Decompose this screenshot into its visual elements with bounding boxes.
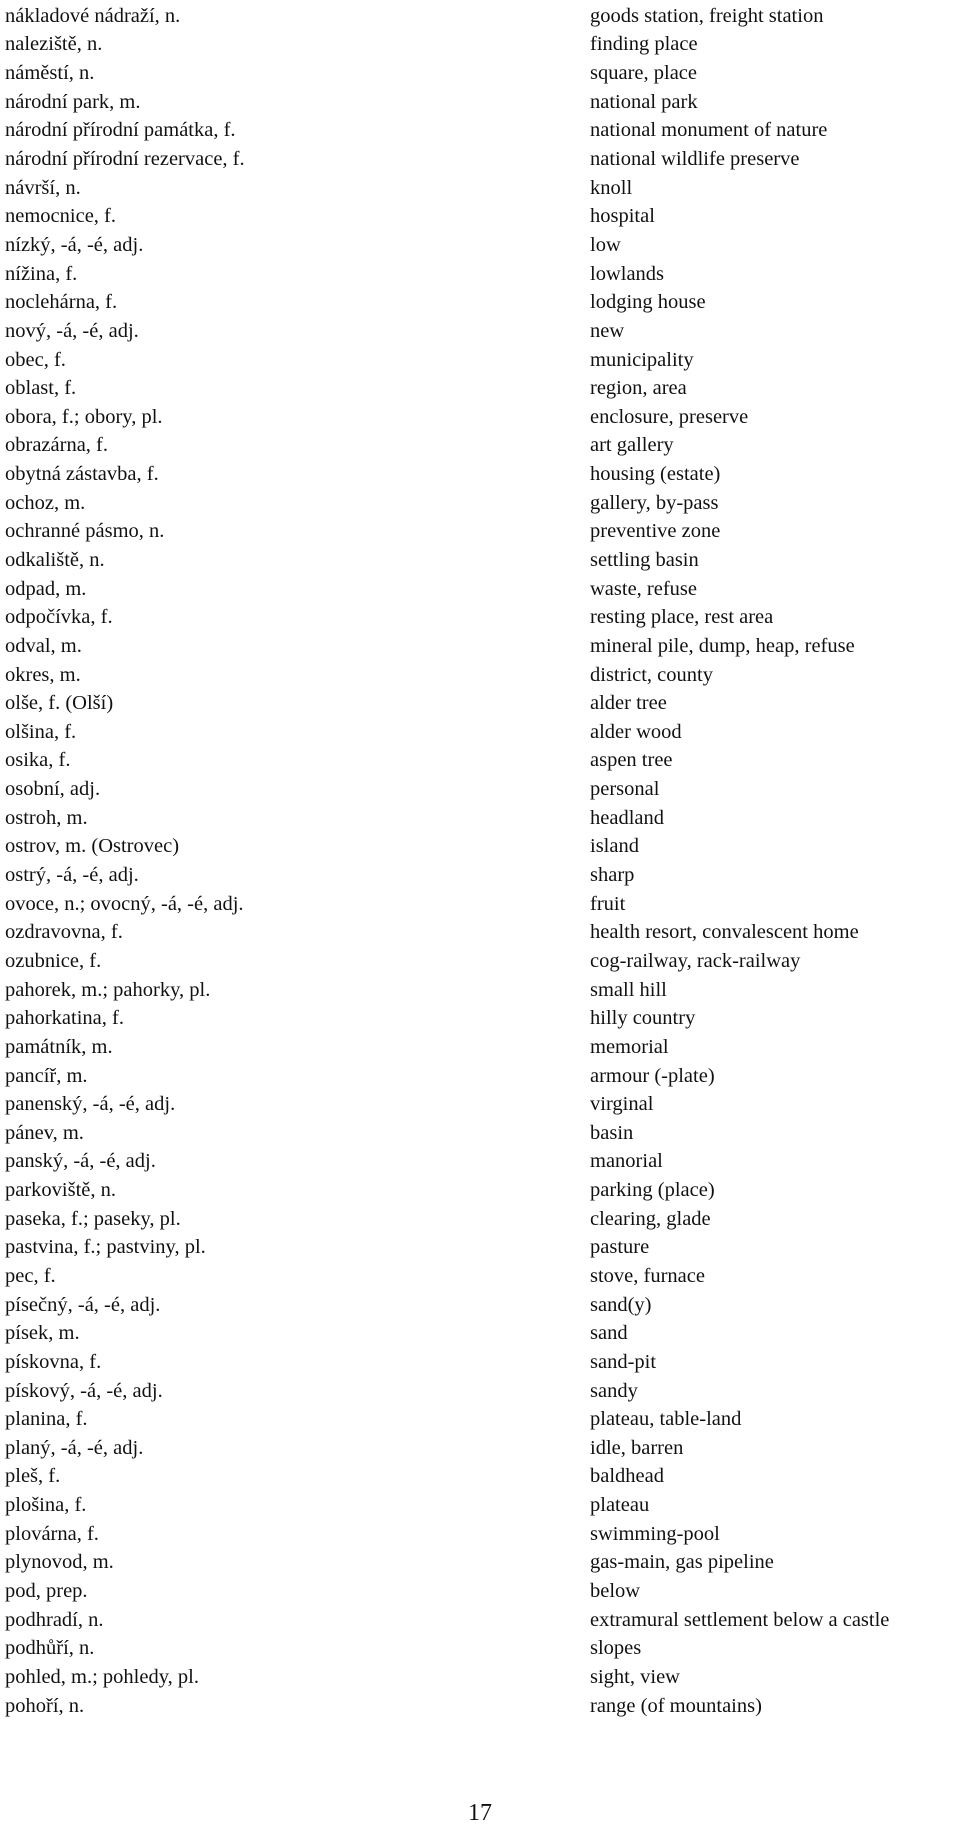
english-translation: art gallery — [590, 434, 674, 457]
glossary-entry — [0, 718, 960, 747]
english-translation: plateau — [590, 1494, 650, 1517]
english-translation: preventive zone — [590, 520, 721, 543]
glossary-entry — [0, 1491, 960, 1520]
czech-term: ozdravovna, f. — [5, 921, 123, 944]
english-translation: goods station, freight station — [590, 4, 824, 27]
english-translation: municipality — [590, 348, 694, 371]
glossary-entry — [0, 833, 960, 862]
english-translation: region, area — [590, 377, 687, 400]
english-translation: aspen tree — [590, 749, 673, 772]
english-translation: knoll — [590, 176, 633, 199]
glossary-entry — [0, 1205, 960, 1234]
glossary-entry — [0, 689, 960, 718]
czech-term: památník, m. — [5, 1035, 113, 1058]
english-translation: sand(y) — [590, 1293, 652, 1316]
glossary-entry — [0, 174, 960, 203]
czech-term: národní přírodní rezervace, f. — [5, 148, 245, 171]
glossary-entry — [0, 1033, 960, 1062]
english-translation: new — [590, 319, 625, 342]
czech-term: parkoviště, n. — [5, 1179, 117, 1202]
english-translation: headland — [590, 806, 664, 829]
czech-term: národní park, m. — [5, 90, 141, 113]
english-translation: stove, furnace — [590, 1265, 705, 1287]
english-translation: idle, barren — [590, 1436, 684, 1459]
english-translation: resting place, rest area — [590, 606, 774, 629]
czech-term: pastvina, f.; pastviny, pl. — [5, 1236, 206, 1259]
glossary-entry — [0, 288, 960, 317]
czech-term: ostrov, m. (Ostrovec) — [5, 835, 180, 858]
english-translation: swimming-pool — [590, 1522, 720, 1545]
glossary-entry — [0, 1377, 960, 1406]
glossary-entry — [0, 1176, 960, 1205]
czech-term: panenský, -á, -é, adj. — [5, 1093, 176, 1116]
czech-term: odkaliště, n. — [5, 548, 105, 571]
glossary-entry — [0, 88, 960, 117]
czech-term: obec, f. — [5, 348, 66, 371]
czech-term: ochoz, m. — [5, 491, 86, 514]
english-translation: slopes — [590, 1637, 642, 1660]
glossary-entry — [0, 947, 960, 976]
glossary-entry — [0, 804, 960, 833]
english-translation: health resort, convalescent home — [590, 921, 859, 944]
english-translation: manorial — [590, 1150, 663, 1173]
czech-term: pancíř, m. — [5, 1064, 88, 1087]
glossary-entry — [0, 919, 960, 948]
glossary-entry — [0, 117, 960, 146]
glossary-entry — [0, 317, 960, 346]
czech-term: pískovna, f. — [5, 1350, 102, 1373]
glossary-entry — [0, 231, 960, 260]
glossary-entry — [0, 403, 960, 432]
czech-term: noclehárna, f. — [5, 291, 118, 314]
czech-term: nemocnice, f. — [5, 205, 116, 228]
glossary-entry — [0, 1262, 960, 1291]
english-translation: pasture — [590, 1236, 650, 1259]
czech-term: paseka, f.; paseky, pl. — [5, 1207, 181, 1230]
glossary-entry — [0, 202, 960, 231]
czech-term: oblast, f. — [5, 377, 77, 400]
glossary-entry — [0, 1062, 960, 1091]
english-translation: small hill — [590, 978, 667, 1001]
czech-term: plynovod, m. — [5, 1551, 114, 1574]
english-translation: alder wood — [590, 720, 682, 743]
english-translation: clearing, glade — [590, 1207, 711, 1230]
czech-term: osobní, adj. — [5, 778, 101, 801]
czech-term: podhradí, n. — [5, 1608, 104, 1631]
english-translation: sight, view — [590, 1665, 680, 1688]
czech-term: pec, f. — [5, 1265, 56, 1287]
glossary-entry — [0, 890, 960, 919]
english-translation: virginal — [590, 1093, 654, 1116]
glossary-entry — [0, 1405, 960, 1434]
english-translation: armour (-plate) — [590, 1064, 715, 1087]
czech-term: písečný, -á, -é, adj. — [5, 1293, 161, 1316]
glossary-entry — [0, 1549, 960, 1578]
glossary-entry — [0, 1119, 960, 1148]
english-translation: housing (estate) — [590, 463, 721, 486]
english-translation: district, county — [590, 663, 713, 686]
czech-term: obytná zástavba, f. — [5, 463, 159, 486]
glossary-entry — [0, 518, 960, 547]
glossary-entry — [0, 1663, 960, 1692]
glossary-entry — [0, 374, 960, 403]
czech-term: návrší, n. — [5, 176, 81, 199]
czech-term: pískový, -á, -é, adj. — [5, 1379, 163, 1402]
english-translation: extramural settlement below a castle — [590, 1608, 890, 1631]
english-translation: mineral pile, dump, heap, refuse — [590, 634, 855, 657]
english-translation: memorial — [590, 1035, 669, 1058]
czech-term: obrazárna, f. — [5, 434, 109, 457]
glossary-entry — [0, 489, 960, 518]
glossary-entry — [0, 31, 960, 60]
czech-term: ostroh, m. — [5, 806, 88, 829]
czech-term: osika, f. — [5, 749, 71, 772]
glossary-entry — [0, 661, 960, 690]
english-translation: settling basin — [590, 548, 699, 571]
czech-term: naleziště, n. — [5, 33, 103, 56]
english-translation: baldhead — [590, 1465, 664, 1488]
czech-term: panský, -á, -é, adj. — [5, 1150, 156, 1173]
glossary-entry — [0, 1434, 960, 1463]
czech-term: ovoce, n.; ovocný, -á, -é, adj. — [5, 892, 244, 915]
glossary-entry — [0, 1348, 960, 1377]
czech-term: nákladové nádraží, n. — [5, 4, 181, 27]
english-translation: sand-pit — [590, 1350, 657, 1373]
english-translation: sharp — [590, 864, 635, 887]
glossary-entry — [0, 1234, 960, 1263]
english-translation: cog-railway, rack-railway — [590, 949, 801, 972]
czech-term: ozubnice, f. — [5, 949, 102, 972]
glossary-entry — [0, 775, 960, 804]
glossary-entry — [0, 145, 960, 174]
glossary-entry — [0, 1319, 960, 1348]
czech-term: plovárna, f. — [5, 1522, 99, 1545]
glossary-entry — [0, 575, 960, 604]
english-translation: hilly country — [590, 1007, 696, 1030]
czech-term: pohled, m.; pohledy, pl. — [5, 1665, 199, 1688]
english-translation: hospital — [590, 205, 655, 228]
english-translation: gallery, by-pass — [590, 491, 719, 514]
english-translation: national wildlife preserve — [590, 148, 800, 171]
czech-term: olše, f. (Olší) — [5, 692, 114, 715]
glossary-entry — [0, 1004, 960, 1033]
glossary-entry — [0, 59, 960, 88]
glossary-entry — [0, 1635, 960, 1664]
glossary-entry — [0, 861, 960, 890]
czech-term: pod, prep. — [5, 1580, 88, 1603]
czech-term: nízký, -á, -é, adj. — [5, 233, 144, 256]
english-translation: gas-main, gas pipeline — [590, 1551, 774, 1574]
czech-term: ostrý, -á, -é, adj. — [5, 864, 139, 887]
czech-term: odpad, m. — [5, 577, 87, 600]
english-translation: range (of mountains) — [590, 1694, 762, 1717]
czech-term: pahorkatina, f. — [5, 1007, 124, 1030]
english-translation: finding place — [590, 33, 698, 56]
czech-term: náměstí, n. — [5, 62, 95, 85]
english-translation: island — [590, 835, 639, 858]
czech-term: odval, m. — [5, 634, 82, 657]
glossary-entry — [0, 747, 960, 776]
czech-term: národní přírodní památka, f. — [5, 119, 236, 142]
glossary-entry — [0, 1291, 960, 1320]
glossary-entry — [0, 1463, 960, 1492]
english-translation: national park — [590, 90, 698, 113]
english-translation: plateau, table-land — [590, 1408, 742, 1431]
glossary-entry — [0, 632, 960, 661]
english-translation: lowlands — [590, 262, 665, 285]
english-translation: national monument of nature — [590, 119, 828, 142]
english-translation: fruit — [590, 892, 626, 915]
english-translation: square, place — [590, 62, 697, 85]
czech-term: planý, -á, -é, adj. — [5, 1436, 144, 1459]
czech-term: planina, f. — [5, 1408, 88, 1431]
glossary-entry — [0, 1520, 960, 1549]
czech-term: plošina, f. — [5, 1494, 87, 1517]
glossary-entry — [0, 1148, 960, 1177]
english-translation: sand — [590, 1322, 628, 1345]
czech-term: pohoří, n. — [5, 1694, 85, 1717]
czech-term: ochranné pásmo, n. — [5, 520, 165, 543]
czech-term: pahorek, m.; pahorky, pl. — [5, 978, 211, 1001]
glossary-entry — [0, 460, 960, 489]
czech-term: olšina, f. — [5, 720, 77, 743]
czech-term: odpočívka, f. — [5, 606, 113, 629]
english-translation: low — [590, 233, 621, 256]
english-translation: lodging house — [590, 291, 706, 314]
czech-term: pánev, m. — [5, 1121, 84, 1144]
czech-term: nový, -á, -é, adj. — [5, 319, 139, 342]
czech-term: obora, f.; obory, pl. — [5, 405, 163, 428]
english-translation: alder tree — [590, 692, 667, 715]
english-translation: basin — [590, 1121, 634, 1144]
glossary-entry — [0, 260, 960, 289]
glossary-entry — [0, 1692, 960, 1721]
glossary-entry — [0, 546, 960, 575]
glossary-entry — [0, 1090, 960, 1119]
glossary-entry — [0, 346, 960, 375]
glossary-entry — [0, 976, 960, 1005]
czech-term: pleš, f. — [5, 1465, 61, 1488]
english-translation: enclosure, preserve — [590, 405, 749, 428]
glossary-entry — [0, 603, 960, 632]
glossary-entry — [0, 432, 960, 461]
english-translation: sandy — [590, 1379, 638, 1402]
czech-term: písek, m. — [5, 1322, 80, 1345]
czech-term: nížina, f. — [5, 262, 78, 285]
page-number: 17 — [468, 1800, 492, 1826]
glossary-entry — [0, 2, 960, 31]
english-translation: below — [590, 1580, 641, 1603]
glossary-entry — [0, 1577, 960, 1606]
english-translation: personal — [590, 778, 660, 801]
czech-term: okres, m. — [5, 663, 81, 686]
english-translation: parking (place) — [590, 1179, 715, 1202]
english-translation: waste, refuse — [590, 577, 698, 600]
glossary-entry — [0, 1606, 960, 1635]
czech-term: podhůří, n. — [5, 1637, 95, 1660]
